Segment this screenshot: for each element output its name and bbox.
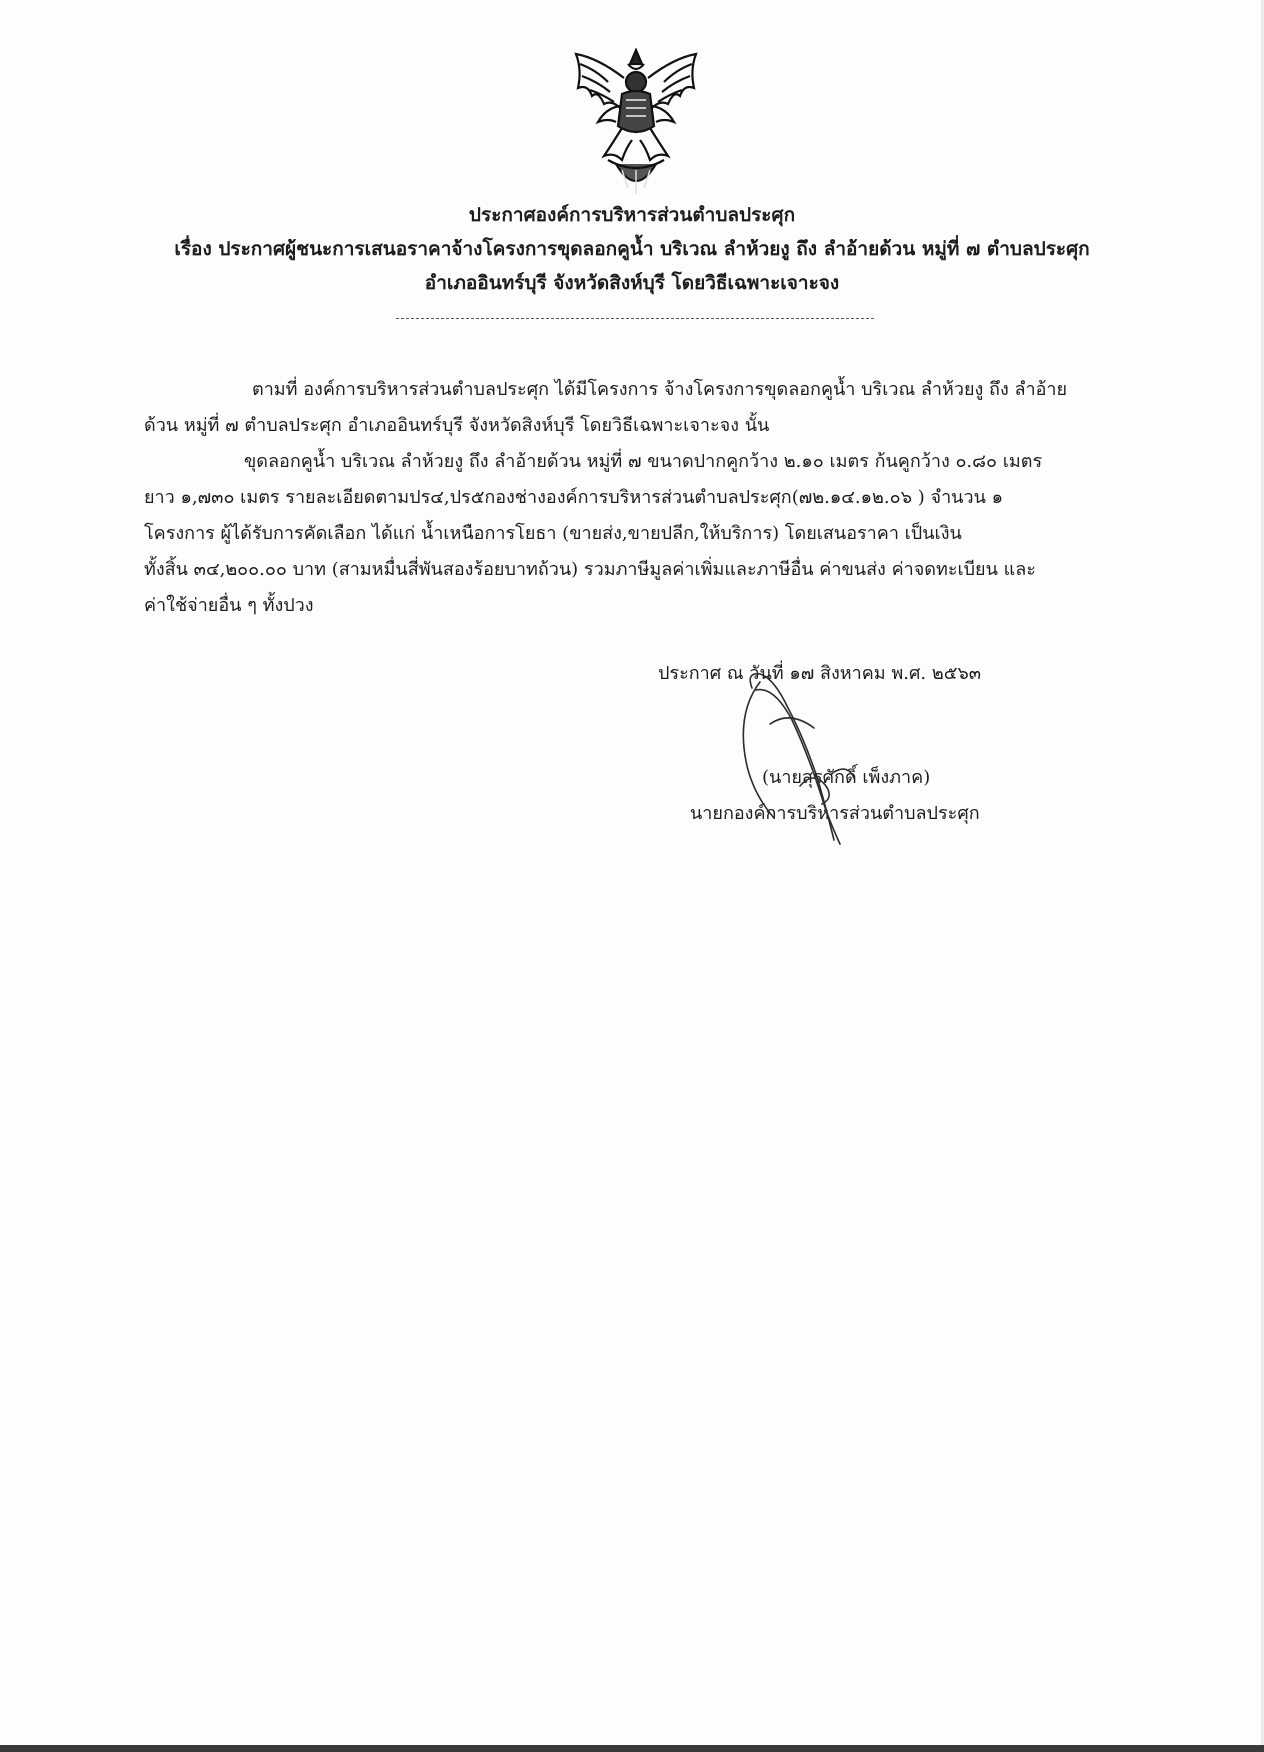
para2-line2: ยาว ๑,๗๓๐ เมตร รายละเอียดตามปร๔,ปร๕กองช่างองค์การบริหารส่วนตำบลประศุก(๗๒.๑๔.๑๒.๐๖ ) จำนวน ๑ bbox=[144, 487, 1004, 508]
scan-bottom-edge bbox=[0, 1745, 1264, 1752]
para2-line1: ขุดลอกคูน้ำ บริเวณ ลำห้วยงู ถึง ลำอ้ายด้วน หมู่ที่ ๗ ขนาดปากคูกว้าง ๒.๑๐ เมตร ก้นคูกว้าง ๐.๘๐ เมตร bbox=[244, 451, 1043, 472]
garuda-emblem-icon bbox=[568, 48, 704, 196]
announcement-date: ประกาศ ณ วันที่ ๑๗ สิงหาคม พ.ศ. ๒๕๖๓ bbox=[658, 663, 982, 684]
signer-position: นายกองค์การบริหารส่วนตำบลประศุก bbox=[690, 803, 980, 824]
announcement-subject-line1: เรื่อง ประกาศผู้ชนะการเสนอราคาจ้างโครงการขุดลอกคูน้ำ บริเวณ ลำห้วยงู ถึง ลำอ้ายด้วน หมู่ที่ ๗ ตำบลประศุก bbox=[174, 238, 1090, 260]
para1-line1: ตามที่ องค์การบริหารส่วนตำบลประศุก ได้มีโครงการ จ้างโครงการขุดลอกคูน้ำ บริเวณ ลำห้วยงู ถึง ลำอ้าย bbox=[252, 379, 1068, 400]
announcement-title: ประกาศองค์การบริหารส่วนตำบลประศุก bbox=[468, 204, 796, 226]
para1-line2: ด้วน หมู่ที่ ๗ ตำบลประศุก อำเภออินทร์บุรี จังหวัดสิงห์บุรี โดยวิธีเฉพาะเจาะจง นั้น bbox=[144, 415, 770, 436]
para2-line5: ค่าใช้จ่ายอื่น ๆ ทั้งปวง bbox=[144, 595, 314, 616]
para2-line3: โครงการ ผู้ได้รับการคัดเลือก ได้แก่ น้ำเหนือการโยธา (ขายส่ง,ขายปลีก,ให้บริการ) โดยเสนอราคา เป็นเงิน bbox=[144, 523, 962, 544]
header-divider bbox=[396, 318, 874, 319]
handwritten-signature-icon bbox=[730, 668, 900, 848]
signer-name: (นายสุรศักดิ์ เพ็งภาค) bbox=[762, 767, 931, 788]
announcement-subject-line2: อำเภออินทร์บุรี จังหวัดสิงห์บุรี โดยวิธีเฉพาะเจาะจง bbox=[424, 272, 840, 294]
para2-line4: ทั้งสิ้น ๓๔,๒๐๐.๐๐ บาท (สามหมื่นสี่พันสองร้อยบาทถ้วน) รวมภาษีมูลค่าเพิ่มและภาษีอื่น ค่าขนส่ง ค่าจดทะเบียน และ bbox=[144, 559, 1036, 580]
